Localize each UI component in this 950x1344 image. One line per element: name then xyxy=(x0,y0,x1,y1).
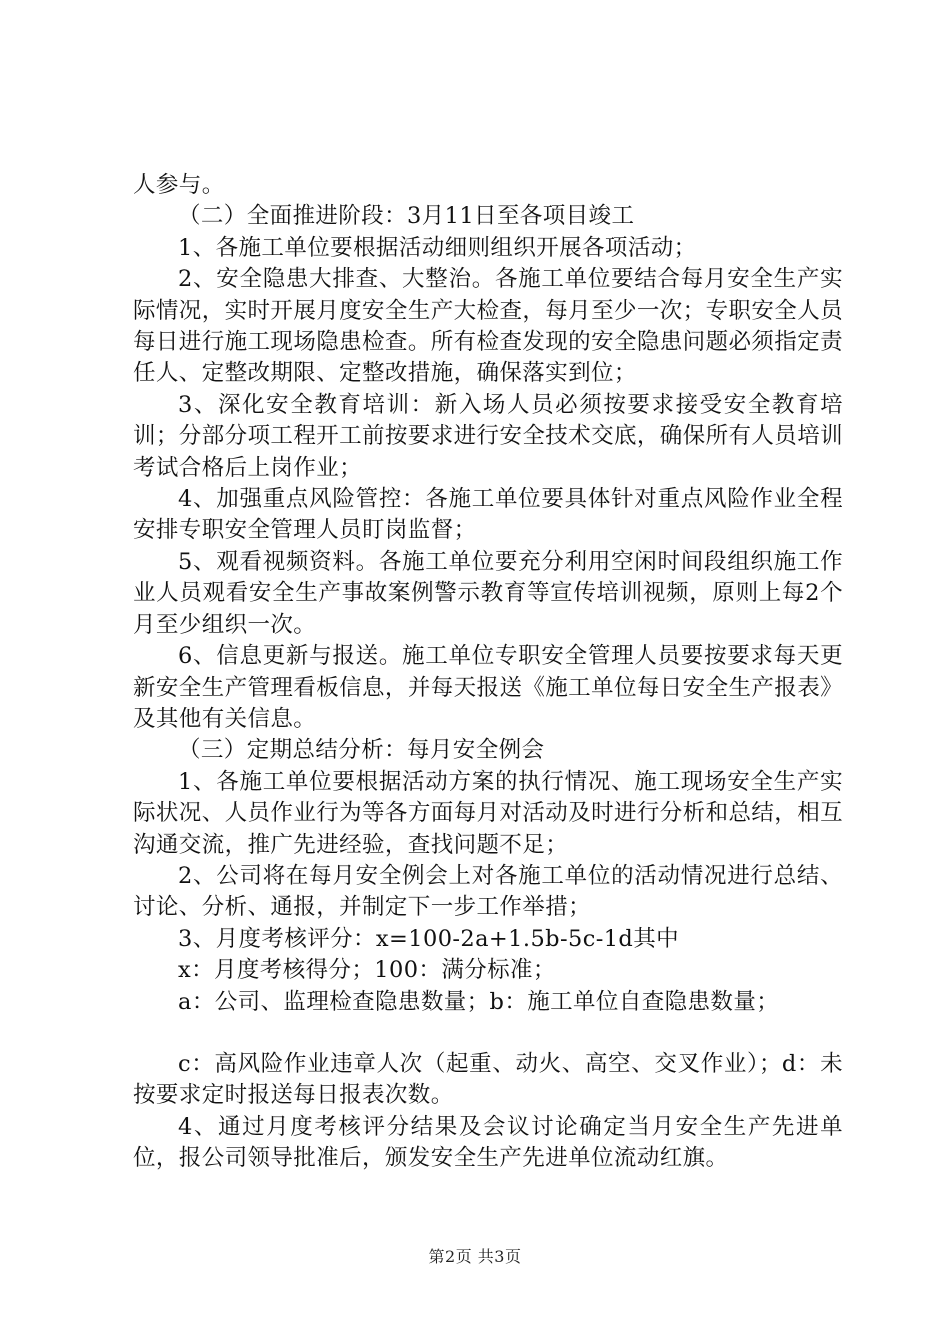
page-number-footer: 第2页 共3页 xyxy=(428,1247,522,1266)
formula-definition: c：高风险作业违章人次（起重、动火、高空、交叉作业）；d：未按要求定时报送每日报表次数。 xyxy=(133,1050,843,1109)
paragraph-continuation: 人参与。 xyxy=(133,172,225,198)
formula-line: 3、月度考核评分：x=100-2a+1.5b-5c-1d其中 xyxy=(178,925,680,952)
paragraph-item: 4、通过月度考核评分结果及会议讨论确定当月安全生产先进单位，报公司领导批准后，颁发安全生产先进单位流动红旗。 xyxy=(133,1113,843,1172)
blank-line xyxy=(133,1018,843,1049)
paragraph-item: 4、加强重点风险管控：各施工单位要具体针对重点风险作业全程安排专职安全管理人员盯岗监督； xyxy=(133,486,843,544)
paragraph-item: 1、各施工单位要根据活动方案的执行情况、施工现场安全生产实际状况、人员作业行为等各方面每月对活动及时进行分析和总结，相互沟通交流，推广先进经验，查找问题不足； xyxy=(133,768,843,858)
paragraph-item: 3、深化安全教育培训：新入场人员必须按要求接受安全教育培训；分部分项工程开工前按要求进行安全技术交底，确保所有人员培训考试合格后上岗作业； xyxy=(133,391,843,481)
formula-definition: x：月度考核得分；100：满分标准； xyxy=(178,957,556,984)
document-body xyxy=(133,170,843,1175)
paragraph-item: 2、安全隐患大排查、大整治。各施工单位要结合每月安全生产实际情况，实时开展月度安全生产大检查，每月至少一次；专职安全人员每日进行施工现场隐患检查。所有检查发现的安全隐患问题必须指定责任人、定整改期限、定整改措施，确保落实到位； xyxy=(133,266,843,387)
section-heading-3: （三）定期总结分析：每月安全例会 xyxy=(178,737,545,764)
section-heading-2: （二）全面推进阶段：3月11日至各项目竣工 xyxy=(178,203,635,230)
paragraph-item: 5、观看视频资料。各施工单位要充分利用空闲时间段组织施工作业人员观看安全生产事故案例警示教育等宣传培训视频，原则上每2个月至少组织一次。 xyxy=(133,548,843,638)
paragraph-item: 1、各施工单位要根据活动细则组织开展各项活动； xyxy=(178,234,697,261)
formula-definition: a：公司、监理检查隐患数量；b：施工单位自查隐患数量； xyxy=(178,988,780,1015)
paragraph-item: 6、信息更新与报送。施工单位专职安全管理人员要按要求每天更新安全生产管理看板信息，并每天报送《施工单位每日安全生产报表》及其他有关信息。 xyxy=(133,643,843,732)
paragraph-item: 2、公司将在每月安全例会上对各施工单位的活动情况进行总结、讨论、分析、通报，并制定下一步工作举措； xyxy=(133,862,843,921)
